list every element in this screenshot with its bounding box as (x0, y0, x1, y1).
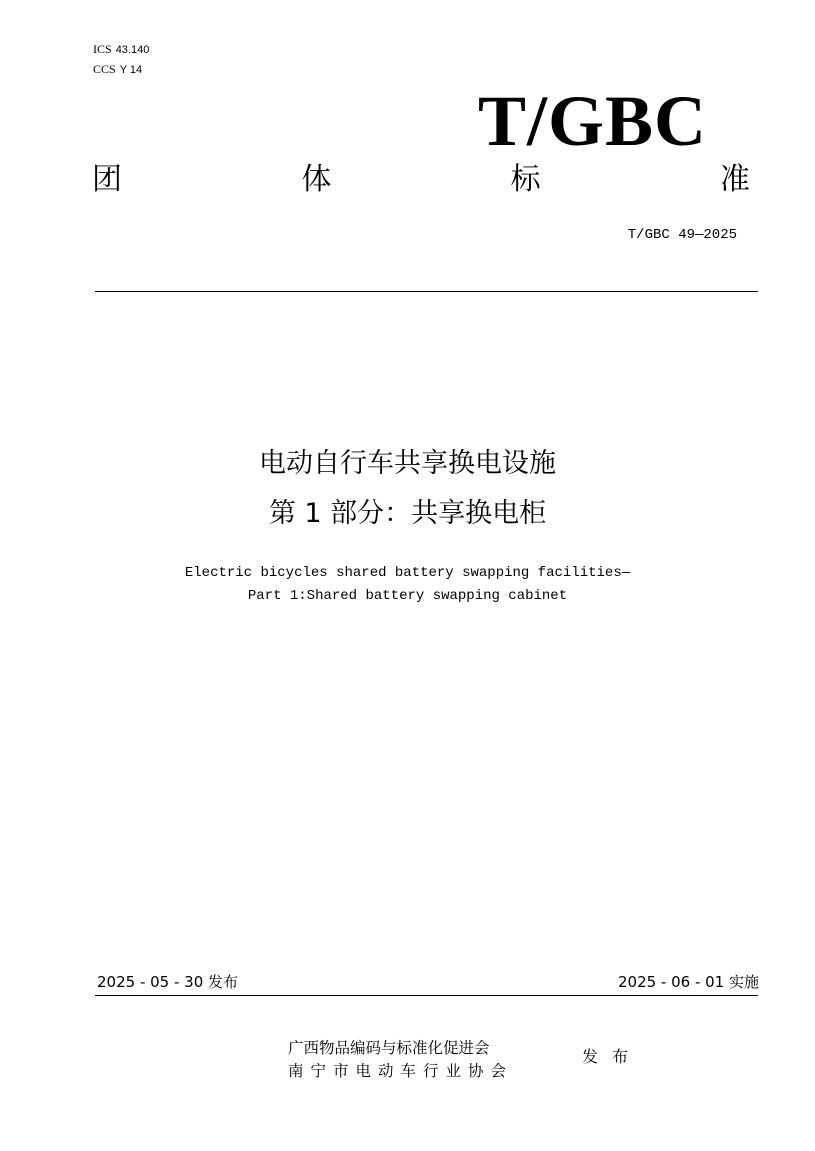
ccs-label: CCS (93, 62, 116, 76)
issuer-action: 发布 (582, 1047, 643, 1066)
title-cn-line2: 第 1 部分：共享换电柜 (268, 498, 547, 529)
standard-kind-char: 团 (92, 162, 122, 197)
ics-label: ICS (93, 42, 112, 56)
header-divider (95, 291, 758, 292)
ccs-line (93, 61, 142, 78)
issue-date: 2025 - 05 - 30 发布 (97, 973, 239, 991)
ccs-code: Y 14 (119, 64, 143, 76)
issuer-org-1: 广西物品编码与标准化促进会 (288, 1039, 490, 1057)
ics-code: 43.140 (115, 44, 150, 56)
standard-kind-char: 准 (719, 162, 750, 197)
title-cn-line1: 电动自行车共享换电设施 (259, 448, 556, 479)
standard-logo: T/GBC (477, 81, 707, 161)
implement-date: 2025 - 06 - 01 实施 (617, 973, 759, 991)
title-en-line2: Part 1:Shared battery swapping cabinet (247, 588, 568, 604)
ics-line (93, 41, 149, 58)
footer-divider (95, 995, 758, 996)
standard-kind-char: 标 (510, 162, 541, 197)
issuer-orgs (288, 1037, 513, 1083)
issuer-org-2: 南宁市电动车行业协会 (288, 1062, 514, 1080)
standard-number: T/GBC 49—2025 (627, 227, 737, 243)
standard-kind-char: 体 (301, 162, 332, 197)
title-en-line1: Electric bicycles shared battery swapping facilities— (184, 565, 631, 581)
standard-kind (92, 160, 750, 200)
